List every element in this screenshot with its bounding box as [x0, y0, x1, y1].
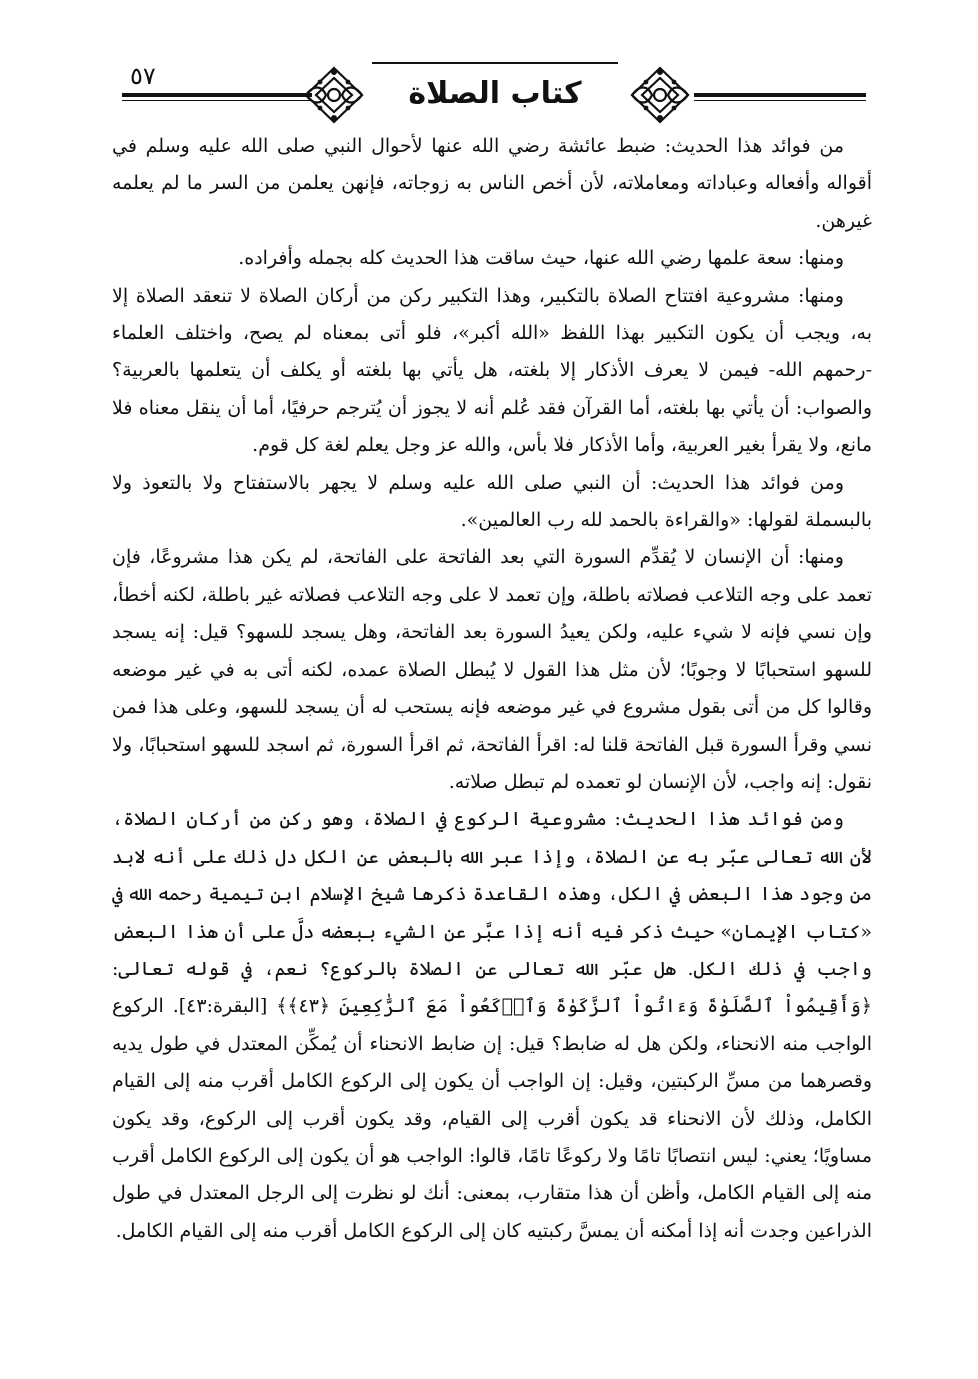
header-rule-left-thin — [122, 100, 312, 101]
header-rule-right-thin — [694, 100, 866, 101]
paragraph-aisha-precision: من فوائد هذا الحديث: ضبط عائشة رضي الله عنها لأحوال النبي صلى الله عليه وسلم في أقواله وأفعاله وعباداته ومعاملاته، لأن أخص الناس به زوجاته، فإنهن يعلمن من السر ما لم يعلمه غيرهن. — [112, 135, 872, 232]
chapter-title: كتاب الصلاة — [408, 76, 582, 111]
paragraph-ruku: ومن فوائد هذا الحديث: مشروعية الركوع في الصلاة، وهو ركن من أركان الصلاة، لأن الله تعالى عبّر به عن الصلاة، وإذا عبر الله بالبعض عن الكل دل ذلك على أنه لابد من وجود هذا البعض في الكل، وهذه القاعدة ذكرها شيخ الإسلام ابن تيمية رحمه الله في «كتاب الإيمان» حيث ذكر فيه أنه إذا عبَّر عن الشيء ببعضه دلَّ على أن هذا البعض واجب في ذلك الكل. هل عبّر الله تعالى عن الصلاة بالركوع؟ نعم، في قوله تعالى: ﴿وَأَقِيمُواْ ٱلصَّلَوٰةَ وَءَاتُواْ ٱلزَّكَوٰةَ وَٱرۡكَعُواْ مَعَ ٱلرَّٰكِعِينَ ﴿٤٣﴾﴾ [البقرة:٤٣]. الركوع الواجب منه الانحناء، ولكن هل له ضابط؟ قيل: إن ضابط الانحناء أن يُمكِّن المعتدل في طول يديه وقصرهما من مسِّ الركبتين، وقيل: إن الواجب أن يكون إلى الركوع الكامل أقرب منه إلى القيام الكامل، وذلك لأن الانحناء قد يكون أقرب إلى القيام، وقد يكون أقرب إلى الركوع، وقد يكون مساويًا؛ يعني: ليس انتصابًا تامًا ولا ركوعًا تامًا، قالوا: الواجب هو أن يكون إلى الركوع الكامل أقرب منه إلى القيام الكامل، وأظن أن هذا متقارب، بمعنى: أنك لو نظرت إلى الرجل المعتدل في طول الذراعين وجدت أنه إذا أمكنه أن يمسَّ ركبتيه كان إلى الركوع الكامل أقرب منه إلى القيام الكامل. — [112, 808, 872, 1242]
paragraph-silent-istiftah: ومن فوائد هذا الحديث: أن النبي صلى الله عليه وسلم لا يجهر بالاستفتاح ولا بالتعوذ ولا بالبسملة لقولها: «والقراءة بالحمد لله رب العالمين». — [112, 471, 872, 532]
header-rule-left — [122, 93, 312, 97]
ornament-left-icon — [300, 64, 368, 126]
header-rule-right — [694, 93, 866, 97]
header-top-rule — [372, 62, 618, 64]
paragraph-aisha-knowledge: ومنها: سعة علمها رضي الله عنها، حيث ساقت هذا الحديث كله بجمله وأفراده. — [238, 247, 844, 270]
paragraph-surah-order: ومنها: أن الإنسان لا يُقدِّم السورة التي بعد الفاتحة على الفاتحة، لم يكن هذا مشروعًا، فإن تعمد على وجه التلاعب فصلاته باطلة، وإن تعمد لا على وجه التلاعب فصلاته غير باطلة، لكنه أخطأ، وإن نسي فإنه لا شيء عليه، ولكن يعيدُ السورة بعد الفاتحة، وهل يسجد للسهو؟ قيل: إنه يسجد للسهو استحبابًا لا وجوبًا؛ لأن مثل هذا القول لا يُبطل الصلاة عمده، لكنه أتى به في غير موضعه وقالوا كل من أتى بقول مشروع في غير موضعه فإنه يستحب له أن يسجد للسهو، وعلى هذا فمن نسي وقرأ السورة قبل الفاتحة قلنا له: اقرأ الفاتحة، ثم اقرأ السورة، ثم اسجد للسهو استحبابًا، ولا نقول: إنه واجب، لأن الإنسان لو تعمده لم تبطل صلاته. — [112, 546, 872, 793]
page-number: ٥٧ — [130, 62, 156, 90]
page-header — [0, 0, 978, 130]
ornament-right-icon — [626, 64, 694, 126]
page-body — [112, 128, 872, 1250]
paragraph-takbir: ومنها: مشروعية افتتاح الصلاة بالتكبير، وهذا التكبير ركن من أركان الصلاة لا تنعقد الصلاة إلا به، ويجب أن يكون التكبير بهذا اللفظ «الله أكبر»، فلو أتى بمعناه لم يصح، واختلف العلماء -رحمهم الله- فيمن لا يعرف الأذكار إلا بلغته، هل يأتي بها بلغته أو يكلف أن يتعلمها بالعربية؟ والصواب: أن يأتي بها بلغته، أما القرآن فقد عُلم أنه لا يجوز أن يُترجم حرفيًا، أما أن ينقل معناه فلا مانع، ولا يقرأ بغير العربية، وأما الأذكار فلا بأس، والله عز وجل يعلم لغة كل قوم. — [112, 284, 872, 457]
